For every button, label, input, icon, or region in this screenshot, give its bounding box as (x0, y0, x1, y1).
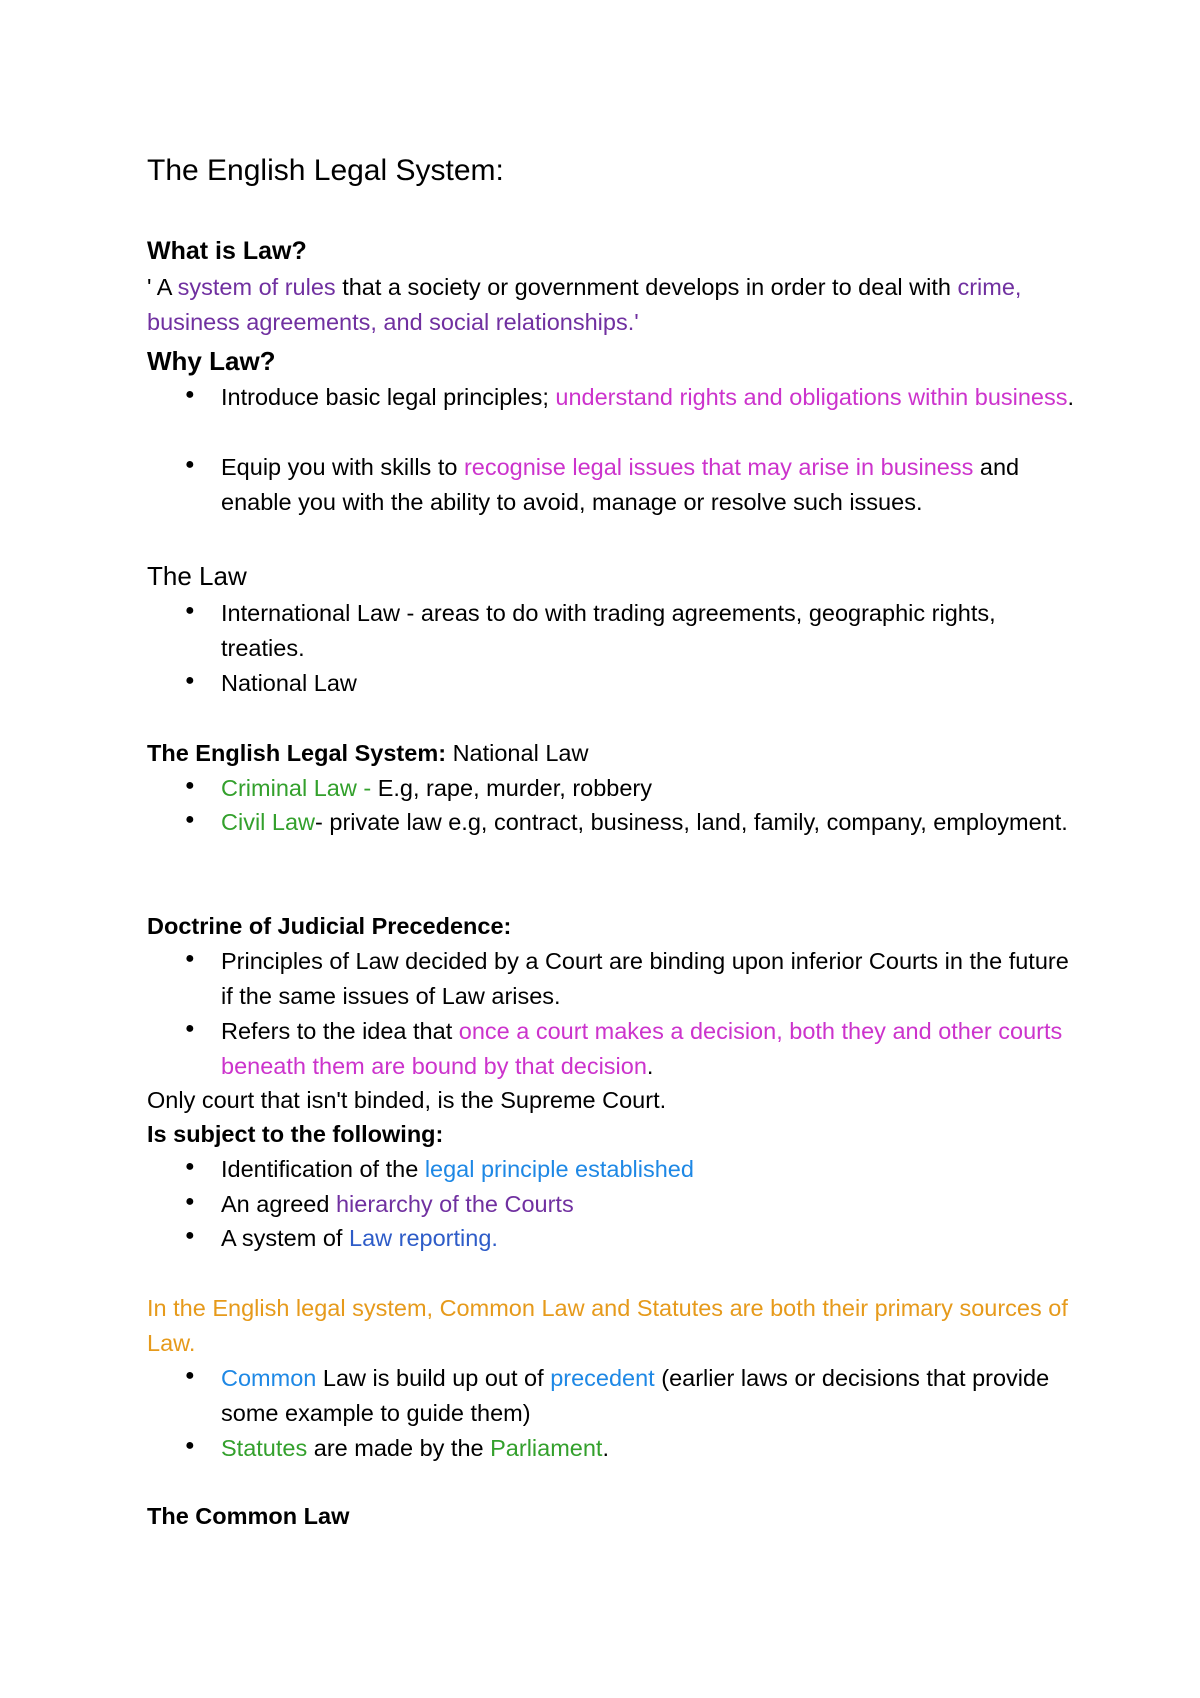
list-item (147, 1152, 1077, 1187)
list-item (147, 596, 1077, 666)
bullet-icon: ● (185, 1437, 195, 1454)
list-item (147, 450, 1077, 520)
list-item (147, 1431, 1077, 1466)
what-is-law-heading: What is Law? (147, 237, 307, 265)
bullet-icon: ● (185, 1020, 195, 1037)
item-text: National Law (221, 670, 357, 696)
item-highlight: Parliament (490, 1435, 603, 1461)
item-text: E.g, rape, murder, robbery (377, 775, 653, 801)
item-highlight: Civil Law (221, 809, 316, 835)
item-text: Refers to the idea that (221, 1018, 459, 1044)
bullet-icon: ● (185, 811, 195, 828)
item-text: - private law e.g, contract, business, land, family, company, employment. (315, 809, 1068, 835)
item-highlight: hierarchy of the Courts (335, 1191, 574, 1217)
els-national-heading (147, 736, 1077, 771)
law-definition-quote (147, 270, 1077, 340)
item-text: are made by the (307, 1435, 491, 1461)
bullet-icon: ● (185, 386, 195, 403)
item-highlight: Criminal Law - (221, 775, 378, 801)
item-text: Law is build up out of (316, 1365, 551, 1391)
item-text: . (602, 1435, 609, 1461)
quote-part-3: that a society or government develops in order to deal with (335, 274, 958, 300)
common-law-heading: The Common Law (147, 1503, 350, 1529)
item-text: Identification of the (221, 1156, 425, 1182)
bullet-icon: ● (185, 1158, 195, 1175)
heading-rest: National Law (446, 740, 589, 766)
list-item (147, 1221, 1077, 1256)
bullet-icon: ● (185, 456, 195, 473)
list-item (147, 1014, 1077, 1084)
item-text: and enable you with the ability to avoid, manage or resolve such issues. (221, 454, 1020, 515)
item-highlight: Common (221, 1365, 317, 1391)
heading-bold: The English Legal System: (147, 740, 447, 766)
bullet-icon: ● (185, 777, 195, 794)
bullet-icon: ● (185, 1367, 195, 1384)
item-text: . (646, 1053, 654, 1079)
item-text: (earlier laws or decisions that provide some example to guide them) (221, 1365, 1050, 1426)
item-text: . (1067, 384, 1075, 410)
item-highlight: legal principle established (424, 1156, 694, 1182)
bullet-icon: ● (185, 1227, 195, 1244)
item-text: An agreed (221, 1191, 336, 1217)
item-highlight: once a court makes a decision, both they and other courts beneath them are bound by that decision (221, 1018, 1063, 1079)
supreme-court-note: Only court that isn't binded, is the Supreme Court. (147, 1087, 667, 1113)
item-highlight: Statutes (221, 1435, 308, 1461)
bullet-icon: ● (185, 1193, 195, 1210)
list-item (147, 805, 1077, 840)
subject-heading: Is subject to the following: (147, 1121, 444, 1147)
list-item (147, 944, 1077, 1014)
item-highlight: Law reporting. (349, 1225, 498, 1251)
item-highlight: understand rights and obligations within business (555, 384, 1068, 410)
bullet-icon: ● (185, 950, 195, 967)
doctrine-heading: Doctrine of Judicial Precedence: (147, 913, 512, 939)
list-item (147, 380, 1077, 415)
item-text: A system of (221, 1225, 349, 1251)
item-text: Principles of Law decided by a Court are binding upon inferior Courts in the future if the same issues of Law arises. (221, 948, 1069, 1009)
quote-part-4: crime, business agreements, and social relationships.' (147, 274, 1022, 335)
item-text: International Law - areas to do with trading agreements, geographic rights, treaties. (221, 600, 996, 661)
why-law-heading: Why Law? (147, 346, 276, 376)
item-text: Equip you with skills to (221, 454, 464, 480)
quote-part-1: ' A (147, 274, 178, 300)
list-item (147, 666, 1077, 701)
list-item (147, 1187, 1077, 1222)
bullet-icon: ● (185, 602, 195, 619)
quote-part-2: system of rules (177, 274, 336, 300)
the-law-heading: The Law (147, 561, 247, 591)
document-title: The English Legal System: (147, 154, 504, 187)
item-text: Introduce basic legal principles; (221, 384, 556, 410)
sources-intro: In the English legal system, Common Law and Statutes are both their primary sources of Law. (147, 1295, 1068, 1356)
bullet-icon: ● (185, 672, 195, 689)
item-highlight: precedent (550, 1365, 655, 1391)
list-item (147, 771, 1077, 806)
item-highlight: recognise legal issues that may arise in business (463, 454, 974, 480)
list-item (147, 1361, 1077, 1431)
